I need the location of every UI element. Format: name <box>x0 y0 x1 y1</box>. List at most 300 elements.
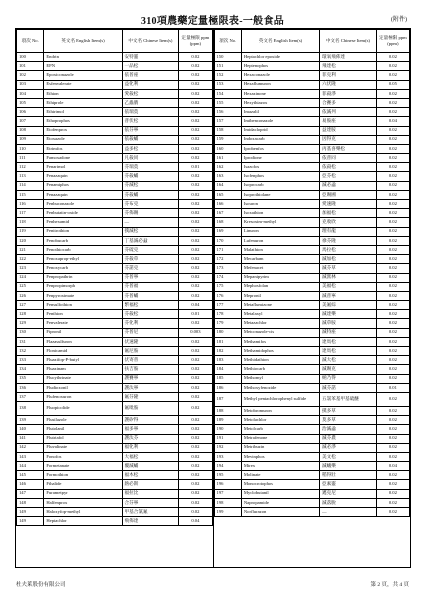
cell-english: Mirex <box>241 462 319 471</box>
cell-limit: 0.02 <box>376 255 409 264</box>
cell-no: 166 <box>214 200 241 209</box>
cell-chinese: 護賽寧 <box>122 374 179 383</box>
cell-limit: 0.05 <box>376 80 409 89</box>
cell-no: 194 <box>214 462 241 471</box>
cell-chinese: 滅必蝨 <box>320 181 377 190</box>
cell-no: 186 <box>214 383 241 392</box>
cell-limit: 0.02 <box>376 508 409 517</box>
cell-limit: 0.02 <box>376 310 409 319</box>
cell-chinese: 護矽得 <box>122 416 179 425</box>
cell-english: Fenitrothion <box>44 227 122 236</box>
cell-chinese: 滅賜克 <box>320 365 377 374</box>
right-table-body <box>214 53 410 517</box>
cell-no: 161 <box>214 154 241 163</box>
table-row <box>17 117 213 126</box>
cell-english: Halfenprox <box>44 498 122 507</box>
table-row <box>214 209 410 218</box>
cell-english: Imibenconazole <box>241 117 319 126</box>
cell-limit: 0.02 <box>179 462 212 471</box>
cell-no: 158 <box>214 126 241 135</box>
cell-english: Imidacloprid <box>241 126 319 135</box>
cell-limit: 0.02 <box>376 416 409 425</box>
cell-limit: 0.02 <box>179 53 212 62</box>
cell-english: Fenpyroximate <box>44 291 122 300</box>
cell-limit: 0.02 <box>376 218 409 227</box>
cell-no: 117 <box>17 209 44 218</box>
footer-page-number: 第 2 頁，共 4 頁 <box>370 582 409 588</box>
cell-english: Fluazifop-P-butyl <box>44 356 122 365</box>
cell-chinese: 滅蟻樂 <box>320 462 377 471</box>
table-row <box>214 98 410 107</box>
cell-english: Fenoxaprop-ethyl <box>44 255 122 264</box>
cell-chinese: 滅芬農 <box>320 434 377 443</box>
cell-english: Methiocarb <box>241 365 319 374</box>
table-row <box>17 310 213 319</box>
table-row <box>17 480 213 489</box>
cell-chinese: 合芬寧 <box>122 498 179 507</box>
cell-no: 126 <box>17 291 44 300</box>
cell-english: Mecarbam <box>241 255 319 264</box>
cell-english: Formetanate <box>44 462 122 471</box>
cell-chinese: 芬普尼 <box>122 328 179 337</box>
cell-chinese: 亞素靈 <box>320 480 377 489</box>
cell-no: 111 <box>17 154 44 163</box>
cell-limit: 0.02 <box>376 489 409 498</box>
cell-no: 195 <box>214 471 241 480</box>
cell-chinese: 依殺松 <box>320 163 377 172</box>
cell-no: 159 <box>214 135 241 144</box>
cell-no: 106 <box>17 108 44 117</box>
cell-limit: 0.02 <box>179 236 212 245</box>
table-row <box>214 374 410 383</box>
cell-no: 136 <box>17 383 44 392</box>
cell-limit: 0.02 <box>179 282 212 291</box>
table-row <box>214 144 410 153</box>
cell-limit: 0.02 <box>179 190 212 199</box>
cell-chinese: 祿芬隆 <box>320 236 377 245</box>
table-row <box>214 425 410 434</box>
table-row <box>214 498 410 507</box>
table-row <box>17 80 213 89</box>
table-row <box>17 282 213 291</box>
cell-limit: 0.04 <box>179 517 212 526</box>
cell-limit: 0.02 <box>179 291 212 300</box>
cell-limit: 0.02 <box>376 154 409 163</box>
cell-chinese: 益達胺 <box>320 126 377 135</box>
table-row <box>17 62 213 71</box>
cell-chinese: 芬佈賜 <box>122 209 179 218</box>
annex-label: (附件) <box>391 17 407 23</box>
table-row <box>214 172 410 181</box>
cell-no: 173 <box>214 264 241 273</box>
cell-no: 164 <box>214 181 241 190</box>
cell-limit: 0.02 <box>179 144 212 153</box>
cell-chinese: 安特靈 <box>122 53 179 62</box>
cell-chinese: 甲基合氯氟 <box>122 508 179 517</box>
cell-english: Metribuzin <box>241 443 319 452</box>
table-row <box>17 71 213 80</box>
cell-chinese: 因得克 <box>320 135 377 144</box>
cell-chinese: 丙基喜樂松 <box>320 144 377 153</box>
cell-limit: 0.02 <box>376 200 409 209</box>
cell-english: Flutriafol <box>44 434 122 443</box>
table-row <box>17 392 213 401</box>
cell-chinese: 芬普寧 <box>122 273 179 282</box>
cell-english: Metazachlor <box>241 319 319 328</box>
cell-limit: 0.02 <box>376 144 409 153</box>
cell-no: 157 <box>214 117 241 126</box>
cell-no: 174 <box>214 273 241 282</box>
table-row <box>17 154 213 163</box>
table-row <box>214 273 410 282</box>
cell-chinese: 護汰芬 <box>122 434 179 443</box>
table-row <box>17 89 213 98</box>
cell-no: 115 <box>17 190 44 199</box>
cell-chinese: 益化利 <box>122 80 179 89</box>
page-title: 310項農藥定量極限表-一般食品 <box>140 16 285 27</box>
cell-limit: 0.02 <box>179 71 212 80</box>
table-row <box>17 416 213 425</box>
cell-no: 177 <box>214 301 241 310</box>
cell-limit: 0.02 <box>376 434 409 443</box>
cell-english: Heptachlor <box>44 517 122 526</box>
cell-english: Malathion <box>241 245 319 254</box>
cell-no: 116 <box>17 200 44 209</box>
cell-english: Norflurazon <box>241 508 319 517</box>
cell-limit: 0.02 <box>376 98 409 107</box>
cell-limit: 0.02 <box>179 337 212 346</box>
cell-chinese: 依滅列 <box>320 108 377 117</box>
cell-english: Fenothiocarb <box>44 245 122 254</box>
cell-limit: 0.02 <box>179 154 212 163</box>
cell-english: Esfenvalerate <box>44 80 122 89</box>
table-row <box>17 53 213 62</box>
cell-chinese: 普伏松 <box>122 117 179 126</box>
cell-no: 102 <box>17 71 44 80</box>
cell-chinese: 依殺蟎 <box>122 135 179 144</box>
cell-limit: 0.02 <box>179 480 212 489</box>
cell-limit: 0.02 <box>179 489 212 498</box>
cell-english: Flonicamid <box>44 347 122 356</box>
table-row <box>214 181 410 190</box>
cell-english: EPN <box>44 62 122 71</box>
cell-chinese: 芬殺草 <box>122 255 179 264</box>
table-row <box>17 144 213 153</box>
cell-english: Fludioxonil <box>44 383 122 392</box>
table-row <box>214 383 410 392</box>
cell-no: 190 <box>214 425 241 434</box>
cell-english: Fenazaquin <box>44 190 122 199</box>
cell-chinese: 易胺座 <box>320 117 377 126</box>
cell-no: 199 <box>214 508 241 517</box>
table-row <box>17 301 213 310</box>
cell-limit: 0.02 <box>179 471 212 480</box>
cell-english: Metaflumizone <box>241 301 319 310</box>
cell-chinese: 繁福松 <box>122 301 179 310</box>
table-row <box>17 452 213 461</box>
cell-no: 185 <box>214 374 241 383</box>
cell-english: Fenpropimorph <box>44 282 122 291</box>
cell-no: 167 <box>214 209 241 218</box>
cell-no: 109 <box>17 135 44 144</box>
table-row <box>214 462 410 471</box>
cell-no: 197 <box>214 489 241 498</box>
cell-english: Ethirimol <box>44 108 122 117</box>
cell-chinese: 愛殺松 <box>122 89 179 98</box>
table-row <box>17 434 213 443</box>
limits-table <box>15 28 411 568</box>
cell-chinese: 飛佈達 <box>122 517 179 526</box>
cell-english: Fenbutatin-oxide <box>44 209 122 218</box>
cell-english: Monocrotophos <box>241 480 319 489</box>
cell-english: Fenthion <box>44 310 122 319</box>
table-row <box>214 154 410 163</box>
cell-no: 121 <box>17 245 44 254</box>
cell-limit: 0.02 <box>179 89 212 98</box>
table-row <box>214 80 410 89</box>
cell-limit: 0.04 <box>376 117 409 126</box>
cell-no: 179 <box>214 319 241 328</box>
cell-no: 101 <box>17 62 44 71</box>
table-row <box>214 471 410 480</box>
cell-english: Mefenacet <box>241 264 319 273</box>
cell-chinese: 福木松 <box>122 471 179 480</box>
table-row <box>214 319 410 328</box>
table-row <box>17 337 213 346</box>
cell-no: 123 <box>17 264 44 273</box>
cell-english: Flutolanil <box>44 425 122 434</box>
table-row <box>214 108 410 117</box>
table-row <box>214 392 410 406</box>
cell-chinese: 依瑞莫 <box>122 108 179 117</box>
cell-limit: 0.02 <box>376 406 409 415</box>
cell-limit: 0.02 <box>376 337 409 346</box>
cell-limit: 0.02 <box>179 383 212 392</box>
table-row <box>17 181 213 190</box>
cell-limit: 0.02 <box>376 126 409 135</box>
cell-chinese: 伏寄普 <box>122 356 179 365</box>
cell-chinese: 依普同 <box>320 154 377 163</box>
table-row <box>214 452 410 461</box>
cell-english: Fipronil <box>44 328 122 337</box>
table-row <box>214 71 410 80</box>
cell-chinese: 芬瑞莫 <box>122 163 179 172</box>
table-row <box>17 264 213 273</box>
cell-chinese: 覆滅蟎 <box>122 462 179 471</box>
cell-chinese: 稻得壯 <box>320 471 377 480</box>
header-chinese: 中文名 Chinese Item(s) <box>320 30 377 53</box>
table-row <box>17 291 213 300</box>
cell-limit: 0.02 <box>376 89 409 98</box>
table-row <box>214 227 410 236</box>
cell-limit: 0.02 <box>376 498 409 507</box>
cell-english: Mevinphos <box>241 452 319 461</box>
cell-english: Fenazaquin <box>44 172 122 181</box>
cell-english: Molinate <box>241 471 319 480</box>
cell-limit: 0.02 <box>179 508 212 517</box>
cell-english: Etoxazole <box>44 135 122 144</box>
table-row <box>17 209 213 218</box>
table-row <box>214 489 410 498</box>
table-row <box>214 416 410 425</box>
table-row <box>214 62 410 71</box>
table-row <box>214 135 410 144</box>
cell-limit: 0.02 <box>179 218 212 227</box>
cell-english: Ethion <box>44 89 122 98</box>
cell-english: Flucythrinate <box>44 374 122 383</box>
cell-chinese: 滅加松 <box>320 255 377 264</box>
cell-no: 175 <box>214 282 241 291</box>
table-row <box>17 383 213 392</box>
cell-chinese: 氟尼胺 <box>122 347 179 356</box>
cell-limit: 0.02 <box>179 172 212 181</box>
cell-no: 149 <box>17 517 44 526</box>
cell-chinese: 熱必斯 <box>122 480 179 489</box>
cell-no: 147 <box>17 489 44 498</box>
cell-limit: 0.02 <box>376 356 409 365</box>
cell-chinese: 氟芬隆 <box>122 392 179 401</box>
table-row <box>214 53 410 62</box>
table-row <box>17 126 213 135</box>
cell-limit: 0.02 <box>376 328 409 337</box>
cell-no: 122 <box>17 255 44 264</box>
cell-no: 152 <box>214 71 241 80</box>
table-row <box>214 480 410 489</box>
cell-chinese: 芬普福 <box>122 282 179 291</box>
cell-chinese: 滅特座 <box>320 328 377 337</box>
cell-chinese: — <box>122 218 179 227</box>
cell-english: Mephosfolan <box>241 282 319 291</box>
cell-limit: 0.02 <box>376 264 409 273</box>
cell-english: Metobromuron <box>241 406 319 415</box>
cell-no: 129 <box>17 319 44 328</box>
cell-english: Methoxyfenozide <box>241 383 319 392</box>
header-limit: 定量極限 ppm (ppm) <box>376 30 409 53</box>
cell-english: Hexaconazole <box>241 71 319 80</box>
cell-no: 132 <box>17 347 44 356</box>
cell-english: Metconazole-cis <box>241 328 319 337</box>
cell-chinese: 美氟綜 <box>320 301 377 310</box>
cell-no: 138 <box>17 402 44 416</box>
cell-english: Fenvalerate <box>44 319 122 328</box>
table-row <box>17 236 213 245</box>
cell-limit: 0.02 <box>179 200 212 209</box>
cell-no: 196 <box>214 480 241 489</box>
cell-no: 151 <box>214 62 241 71</box>
cell-chinese: 福拉比 <box>122 489 179 498</box>
cell-limit: 0.02 <box>376 53 409 62</box>
cell-chinese: 芬滅松 <box>122 181 179 190</box>
cell-no: 153 <box>214 80 241 89</box>
cell-english: Fenamiphos <box>44 181 122 190</box>
cell-chinese: 加福松 <box>320 209 377 218</box>
cell-english: Flazasulfuron <box>44 337 122 346</box>
cell-english: Isouron <box>241 200 319 209</box>
cell-chinese: 愛速隆 <box>320 200 377 209</box>
cell-chinese: 菲殺淨 <box>320 89 377 98</box>
cell-no: 189 <box>214 416 241 425</box>
cell-english: Endrin <box>44 53 122 62</box>
table-row <box>214 356 410 365</box>
cell-no: 191 <box>214 434 241 443</box>
table-row <box>214 508 410 517</box>
cell-no: 150 <box>214 53 241 62</box>
cell-limit: 0.02 <box>376 62 409 71</box>
cell-no: 160 <box>214 144 241 153</box>
table-row <box>214 236 410 245</box>
footer-company: 杜夫萊股份有限公司 <box>16 582 66 588</box>
cell-no: 193 <box>214 452 241 461</box>
cell-chinese: 納乃得 <box>320 374 377 383</box>
cell-chinese: 凡殺同 <box>122 154 179 163</box>
cell-english: Isofenphos <box>241 172 319 181</box>
cell-no: 156 <box>214 108 241 117</box>
cell-limit: 0.02 <box>179 392 212 401</box>
cell-no: 154 <box>214 89 241 98</box>
table-row <box>214 301 410 310</box>
left-table-body <box>17 53 213 526</box>
cell-english: Lufenuron <box>241 236 319 245</box>
cell-no: 192 <box>214 443 241 452</box>
cell-english: Flusilazole <box>44 416 122 425</box>
cell-no: 114 <box>17 181 44 190</box>
cell-no: 139 <box>17 416 44 425</box>
cell-english: Fthalide <box>44 480 122 489</box>
header-chinese: 中文名 Chinese Item(s) <box>122 30 179 53</box>
table-row <box>17 328 213 337</box>
cell-no: 170 <box>214 236 241 245</box>
cell-english: Heptenophos <box>241 62 319 71</box>
cell-english: Haloxyfop-methyl <box>44 508 122 517</box>
header-limit: 定量極限 ppm (ppm) <box>179 30 212 53</box>
cell-no: 163 <box>214 172 241 181</box>
table-row <box>17 347 213 356</box>
cell-no: 143 <box>17 452 44 461</box>
table-right <box>213 29 411 567</box>
cell-english: Napropamide <box>241 498 319 507</box>
table-row <box>17 374 213 383</box>
cell-no: 142 <box>17 443 44 452</box>
cell-english: Formothion <box>44 471 122 480</box>
cell-chinese: — <box>320 508 377 517</box>
cell-no: 130 <box>17 328 44 337</box>
cell-chinese: 滅芬諾 <box>320 383 377 392</box>
cell-no: 165 <box>214 190 241 199</box>
cell-no: 120 <box>17 236 44 245</box>
table-row <box>17 273 213 282</box>
cell-chinese: 芬硫克 <box>122 245 179 254</box>
table-row <box>214 328 410 337</box>
cell-english: Myclobutanil <box>241 489 319 498</box>
cell-no: 171 <box>214 245 241 254</box>
cell-english: Mepronil <box>241 291 319 300</box>
cell-no: 105 <box>17 98 44 107</box>
cell-no: 169 <box>214 227 241 236</box>
cell-limit: 0.02 <box>376 245 409 254</box>
cell-limit: 0.04 <box>376 462 409 471</box>
cell-limit: 0.02 <box>179 416 212 425</box>
cell-no: 135 <box>17 374 44 383</box>
table-row <box>17 108 213 117</box>
table-row <box>17 190 213 199</box>
cell-limit: 0.02 <box>179 117 212 126</box>
table-row <box>17 227 213 236</box>
cell-limit: 0.02 <box>376 452 409 461</box>
cell-no: 144 <box>17 462 44 471</box>
cell-limit: 0.02 <box>376 425 409 434</box>
cell-english: Metalaxyl <box>241 310 319 319</box>
cell-english: Hexaflumuron <box>241 80 319 89</box>
